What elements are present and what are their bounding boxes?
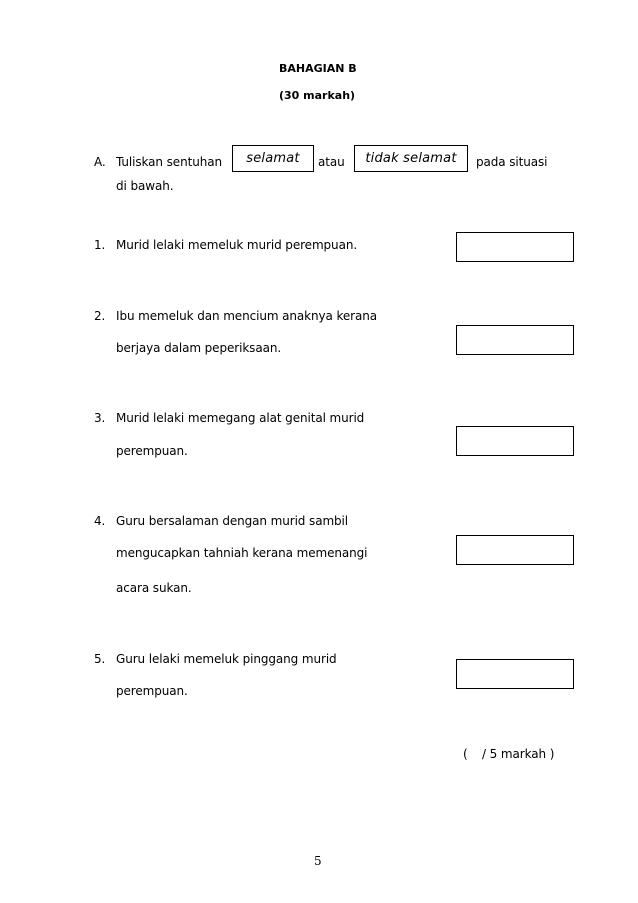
question-5-line-1: Guru lelaki memeluk pinggang murid — [116, 652, 337, 666]
instruction-label: A. — [94, 155, 106, 169]
section-title: BAHAGIAN B — [279, 62, 357, 75]
question-1-number: 1. — [94, 238, 106, 252]
question-5-line-2: perempuan. — [116, 684, 188, 698]
page-number: 5 — [314, 854, 322, 868]
question-5-answer-box[interactable] — [456, 659, 574, 689]
instruction-connector: atau — [318, 155, 345, 169]
question-4-line-1: Guru bersalaman dengan murid sambil — [116, 514, 349, 528]
question-4-line-3: acara sukan. — [116, 581, 192, 595]
question-3-number: 3. — [94, 411, 106, 425]
score-text: / 5 markah ) — [482, 747, 555, 761]
question-5-number: 5. — [94, 652, 106, 666]
option-tidak-selamat-label: tidak selamat — [365, 151, 457, 166]
question-2-number: 2. — [94, 309, 106, 323]
question-2-line-1: Ibu memeluk dan mencium anaknya kerana — [116, 309, 378, 323]
instruction-text-2: pada situasi — [476, 155, 548, 169]
question-1-answer-box[interactable] — [456, 232, 574, 262]
option-selamat-box — [232, 145, 314, 172]
question-3-answer-box[interactable] — [456, 426, 574, 456]
question-4-line-2: mengucapkan tahniah kerana memenangi — [116, 546, 368, 560]
question-2-line-2: berjaya dalam peperiksaan. — [116, 341, 282, 355]
score-open-paren: ( — [463, 747, 468, 761]
question-3-line-2: perempuan. — [116, 444, 188, 458]
instruction-text-3: di bawah. — [116, 179, 174, 193]
question-4-answer-box[interactable] — [456, 535, 574, 565]
question-1-line-1: Murid lelaki memeluk murid perempuan. — [116, 238, 358, 252]
instruction-text-1: Tuliskan sentuhan — [116, 155, 222, 169]
section-marks: (30 markah) — [279, 89, 356, 102]
option-tidak-selamat-box — [354, 145, 468, 172]
question-4-number: 4. — [94, 514, 106, 528]
question-3-line-1: Murid lelaki memegang alat genital murid — [116, 411, 365, 425]
question-2-answer-box[interactable] — [456, 325, 574, 355]
option-selamat-label: selamat — [246, 151, 300, 166]
